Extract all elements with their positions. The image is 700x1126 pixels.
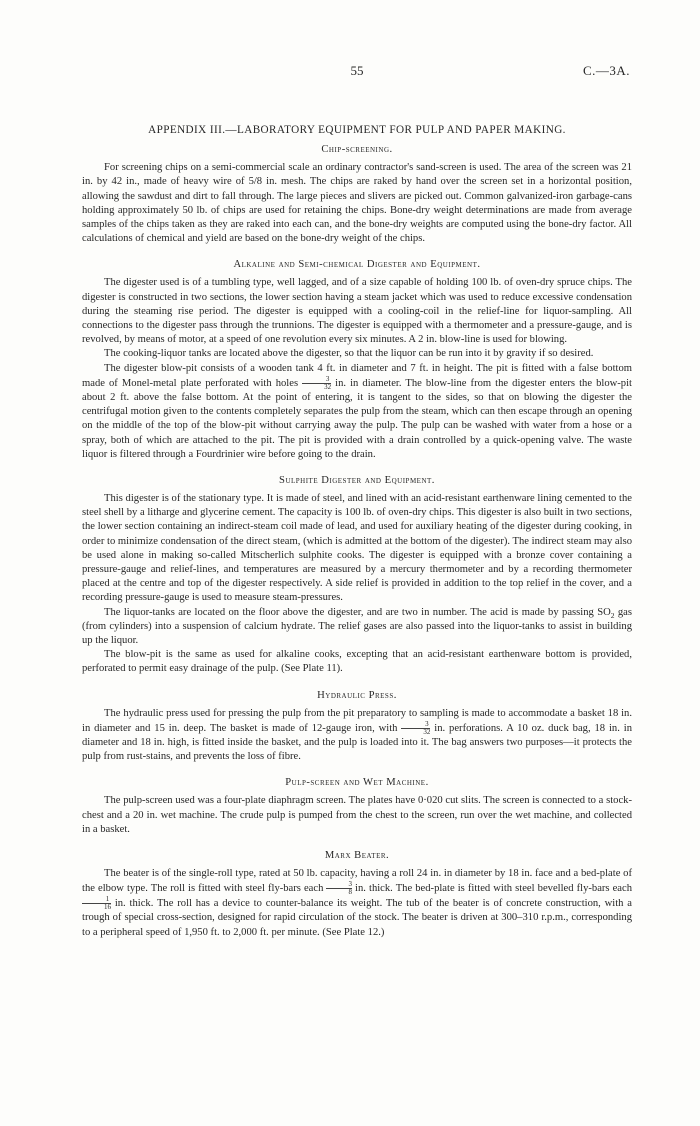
section-marx-beater bbox=[82, 849, 632, 940]
hydraulic-p1-text-b: in. perforations. A 10 oz. duck bag, 18 in. in diameter and 18 in. high, is fitted inside the basket, and the pulp is loaded into it. The bag answers two purposes—it protects the pulp from rust-stains, and prevents the loss of fibre. bbox=[82, 722, 633, 763]
fraction-denominator: 32 bbox=[324, 382, 332, 391]
fraction-denominator: 16 bbox=[104, 903, 111, 912]
document-reference: C.—3A. bbox=[582, 63, 630, 78]
alkaline-paragraph-3 bbox=[82, 362, 632, 462]
hydraulic-p1-text-a: The hydraulic press used for pressing the pulp from the pit preparatory to sampling is made to accommodate a basket 18 in. in diameter and 15 in. deep. The basket is made of 12-gauge iron, with bbox=[82, 707, 632, 734]
alkaline-paragraph-2: The cooking-liquor tanks are located above the digester, so that the liquor can be run into it by gravity if so desired. bbox=[104, 348, 594, 360]
alkaline-paragraph-1: The digester used is of a tumbling type, well lagged, and of a size capable of holding 100 lb. of oven-dry spruce chips. The digester is constructed in two sections, the lower section having a steam jacket which was used to reduce excessive condensation during the steaming rise period. The digester is equipped with a cooling-coil in the relief-line for liquor-sampling. All connections to the digester pass through the trunnions. The digester is equipped with a thermometer and a pressure-gauge, and is revolved, by means of motor, at a speed of one revolution every six minutes. A 2 in. blow-line is used for blowing. bbox=[82, 277, 632, 346]
fraction-numerator: 1 bbox=[82, 896, 111, 904]
sulphite-p2-text-b: gas (from cylinders) into a suspension of calcium hydrate. The relief gases are also passed into the liquor-tanks to assist in building up the liquor. bbox=[82, 606, 632, 647]
fraction-numerator: 3 bbox=[326, 881, 352, 889]
fraction-perforation-size bbox=[401, 721, 430, 736]
appendix-title: APPENDIX III.—LABORATORY EQUIPMENT FOR PULP AND PAPER MAKING. bbox=[148, 124, 566, 136]
sulphite-paragraph-1: This digester is of the stationary type. It is made of steel, and lined with an acid-resistant earthenware lining cemented to the steel shell by a litharge and glycerine cement. The capacity is 100 lb. of oven-dry chips. This digester is also built in two sections, the lower section containing an indirect-steam coil made of lead, and used for auxiliary heating of the digester during cooking, in order to minimize condensation of the direct steam, (which is admitted at the bottom of the digester). The indirect steam may also be used alone in making so-called Mitscherlich sulphite cooks. The digester is equipped with a bronze cover containing a pressure-gauge and relief-lines, and temperatures are measured by a mercury thermometer and by a recording thermometer placed at the centre and top of the digester respectively. A side relief is provided in addition to the top relief in the cover, and a recording pressure-gauge is used to measure steam-pressures. bbox=[82, 493, 632, 604]
section-heading-sulphite-digester: Sulphite Digester and Equipment. bbox=[279, 475, 435, 486]
fraction-numerator: 3 bbox=[401, 721, 430, 729]
marx-p1-text-a: The beater is of the single-roll type, rated at 50 lb. capacity, having a roll 24 in. in diameter by 18 in. face and a bed-plate of the elbow type. The roll is fitted with steel fly-bars each bbox=[82, 868, 632, 895]
section-sulphite-digester bbox=[82, 474, 632, 677]
section-heading-alkaline-digester: Alkaline and Semi-chemical Digester and Equipment. bbox=[233, 259, 481, 271]
alkaline-p3-text-a: The digester blow-pit consists of a wooden tank 4 ft. in diameter and 7 ft. in height. The pit is fitted with a false bottom made of Monel-metal plate perforated with holes bbox=[82, 362, 632, 389]
section-heading-marx-beater: Marx Beater. bbox=[324, 850, 390, 861]
section-heading-hydraulic-press: Hydraulic Press. bbox=[317, 689, 397, 701]
marx-p1-text-c: in. thick. The roll has a device to counter-balance its weight. The tub of the beater is of concrete construction, with a trough of special cross-section, designed for rapid circulation of the stock. The beater is driven at 300–310 r.p.m., corresponding to a peripheral speed of 1,950 ft. to 2,000 ft. per minute. (See Plate 12.) bbox=[82, 898, 632, 938]
sulphite-p2-text-a: The liquor-tanks are located on the floor above the digester, and are two in number. The acid is made by passing SO bbox=[104, 606, 611, 618]
section-chip-screening bbox=[82, 143, 632, 246]
page-header bbox=[82, 0, 632, 96]
pulp-screen-paragraph-1: The pulp-screen used was a four-plate diaphragm screen. The plates have 0·020 cut slits. The screen is connected to a stock-chest and a 20 in. wet machine. The crude pulp is pumped from the chest to the screen, run over the wet machine, and collected in a basket. bbox=[82, 795, 632, 835]
fraction-roll-flybar bbox=[326, 881, 352, 896]
section-heading-chip-screening: Chip-screening. bbox=[321, 144, 393, 156]
sulphite-paragraph-2 bbox=[82, 606, 632, 649]
fraction-denominator: 8 bbox=[348, 888, 352, 897]
alkaline-p3-text-b: in. in diameter. The blow-line from the digester enters the blow-pit about 2 ft. above the false bottom. At the point of entering, it is tangent to the sides, so that on blowing the digester the centrifugal motion given to the contents completely separates the pulp from the steam, which can then escape through an opening on the middle of the top of the blow-pit without carrying away the pulp. The pulp can be washed with water from a hose or a spray, both of which are attached to the pit. The pit is provided with a drain controlled by a quick-opening valve. The waste liquor is filtered through a Fourdrinier wire before going to the drain. bbox=[82, 377, 632, 460]
fraction-numerator: 3 bbox=[302, 376, 331, 384]
fraction-denominator: 32 bbox=[423, 727, 431, 736]
section-pulp-screen bbox=[82, 776, 632, 837]
sulphite-paragraph-3: The blow-pit is the same as used for alkaline cooks, excepting that an acid-resistant earthenware bottom is provided, perforated to permit easy drainage of the pulp. (See Plate 11). bbox=[82, 649, 632, 675]
page-number: 55 bbox=[350, 63, 364, 78]
fraction-hole-diameter bbox=[302, 376, 331, 391]
fraction-bedplate-flybar bbox=[82, 896, 111, 911]
chip-screening-paragraph: For screening chips on a semi-commercial scale an ordinary contractor's sand-screen is used. The area of the screen was 21 in. by 42 in., made of heavy wire of 5/8 in. mesh. The chips are raked by hand over the screen set in a horizontal position, allowing the sawdust and dirt to fall through. The large pieces and slivers are picked out. Common galvanized-iron garbage-cans holding approximately 50 lb. of chips are used for retaining the chips. Bone-dry weight determinations are made from average samples of the chips taken as they are raked into each can, and the bone-dry weights are computed using the bone-dry factor. All calculations of chemical and yield are based on the bone-dry weight of the chips. bbox=[82, 162, 632, 245]
section-alkaline-digester bbox=[82, 258, 632, 462]
section-hydraulic-press bbox=[82, 689, 632, 765]
marx-paragraph-1 bbox=[82, 867, 632, 940]
hydraulic-paragraph-1 bbox=[82, 707, 632, 765]
section-heading-pulp-screen: Pulp-screen and Wet Machine. bbox=[285, 777, 429, 789]
so2-subscript: 2 bbox=[610, 610, 615, 620]
marx-p1-text-b: in. thick. The bed-plate is fitted with steel bevelled fly-bars each bbox=[355, 883, 633, 895]
